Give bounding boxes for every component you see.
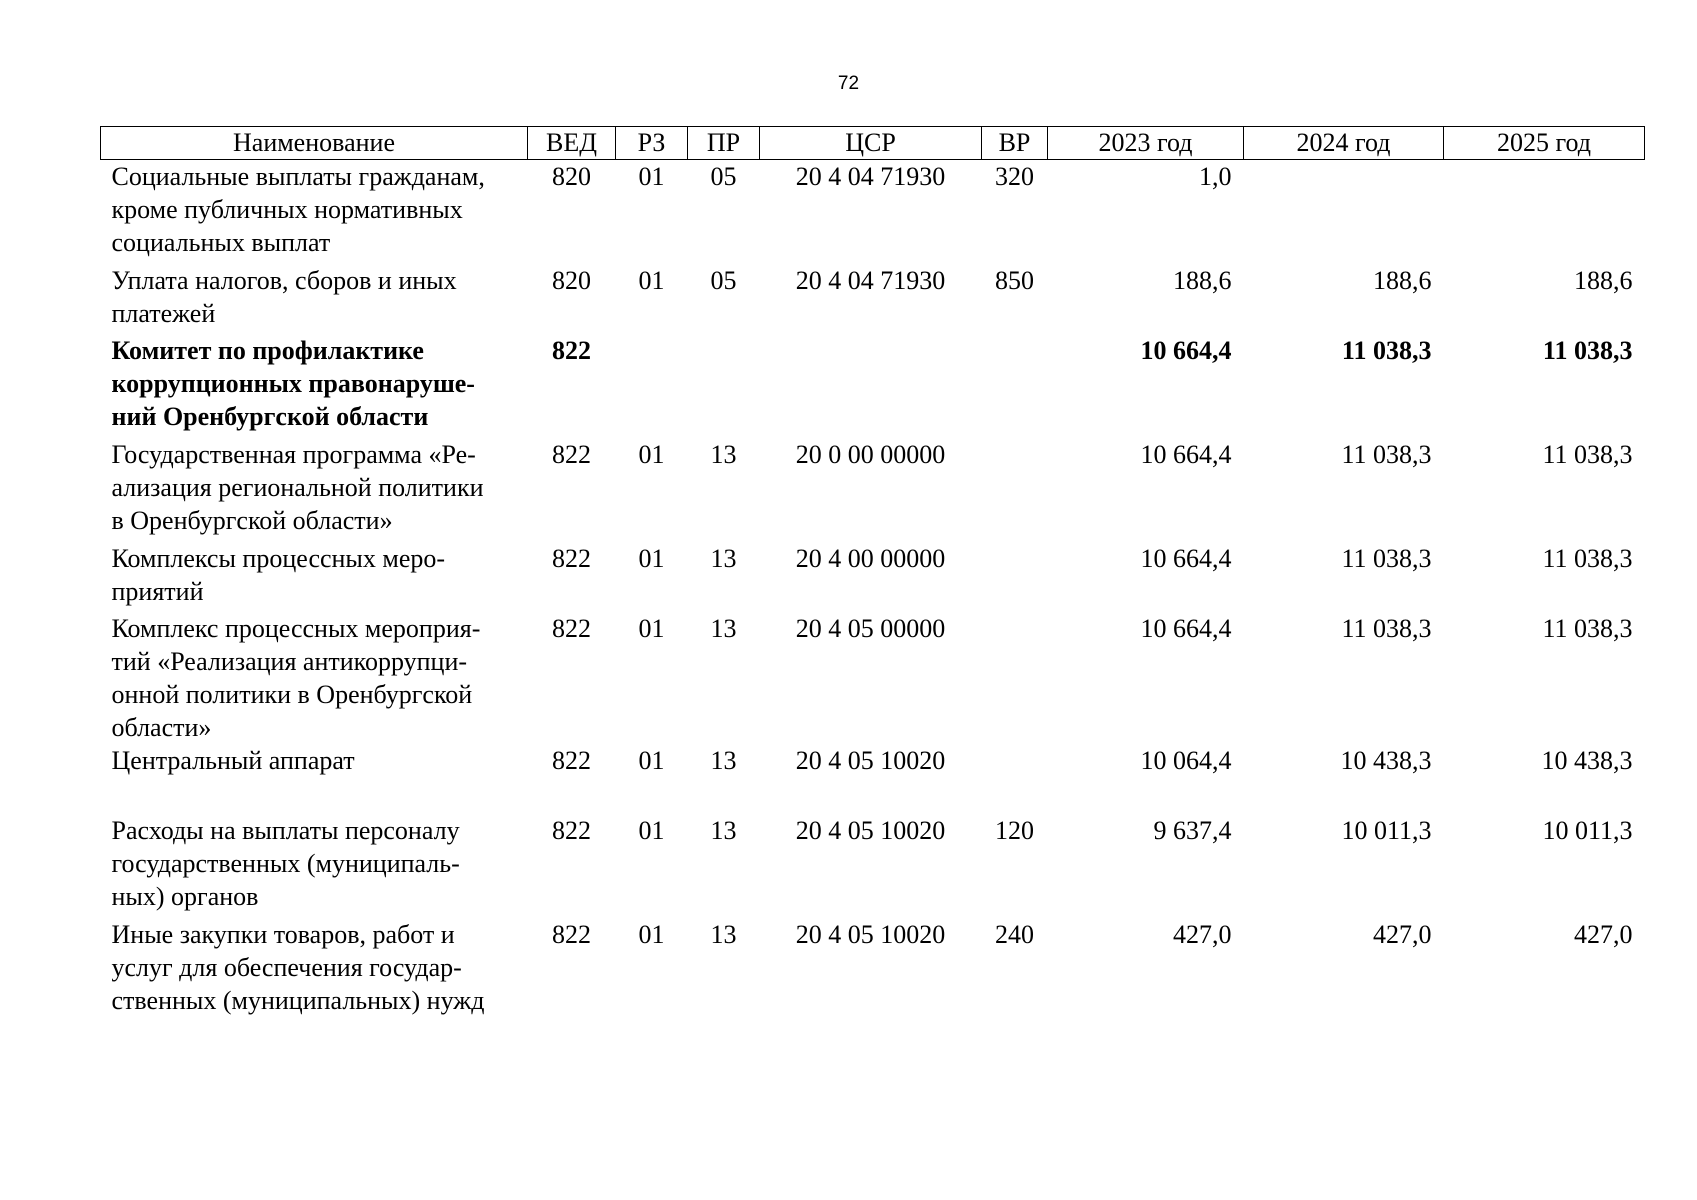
cell-rz: 01 xyxy=(638,544,665,573)
cell-name xyxy=(101,814,528,918)
cell-name-line: ственных (муниципальных) нужд xyxy=(111,986,485,1015)
cell-name xyxy=(101,744,528,814)
cell-y2025: 10 011,3 xyxy=(1542,816,1633,845)
cell-csr: 20 4 05 10020 xyxy=(795,920,946,949)
cell-name xyxy=(101,438,528,542)
cell-y2024: 11 038,3 xyxy=(1341,614,1432,643)
cell-csr: 20 4 05 10020 xyxy=(795,746,946,775)
cell-rz: 01 xyxy=(638,162,665,191)
cell-pr: 05 xyxy=(710,162,737,191)
header-2025: 2025 год xyxy=(1444,127,1645,160)
cell-csr: 20 4 00 00000 xyxy=(795,544,946,573)
cell-vr: 120 xyxy=(995,816,1034,845)
cell-pr: 05 xyxy=(710,266,737,295)
cell-rz: 01 xyxy=(638,266,665,295)
cell-ved: 822 xyxy=(552,920,591,949)
table-row xyxy=(101,918,1645,1028)
table-row xyxy=(101,264,1645,334)
cell-name xyxy=(101,918,528,1028)
cell-vr xyxy=(982,744,1048,814)
cell-y2023: 10 664,4 xyxy=(1140,440,1232,469)
cell-y2023: 10 064,4 xyxy=(1140,746,1232,775)
cell-pr: 13 xyxy=(710,614,737,643)
table-row xyxy=(101,814,1645,918)
header-vr: ВР xyxy=(982,127,1048,160)
cell-pr: 13 xyxy=(710,920,737,949)
cell-name-line: в Оренбургской области» xyxy=(111,506,393,535)
cell-csr: 20 4 04 71930 xyxy=(795,162,946,191)
cell-y2025 xyxy=(1444,160,1645,265)
cell-y2024: 10 011,3 xyxy=(1341,816,1432,845)
cell-ved: 822 xyxy=(552,746,591,775)
cell-name-line: Комитет по профилактике xyxy=(111,336,424,365)
cell-y2025: 188,6 xyxy=(1574,266,1633,295)
cell-rz: 01 xyxy=(638,920,665,949)
page-number: 72 xyxy=(837,73,860,94)
cell-y2023: 10 664,4 xyxy=(1140,544,1232,573)
cell-name-line: онной политики в Оренбургской xyxy=(111,680,473,709)
cell-name-line: Расходы на выплаты персоналу xyxy=(111,816,460,845)
cell-vr: 320 xyxy=(995,162,1034,191)
header-csr: ЦСР xyxy=(760,127,982,160)
cell-csr: 20 4 05 10020 xyxy=(795,816,946,845)
table-header xyxy=(101,127,1645,160)
cell-y2025: 11 038,3 xyxy=(1542,614,1633,643)
header-pr: ПР xyxy=(688,127,760,160)
table-row xyxy=(101,612,1645,744)
cell-y2024: 10 438,3 xyxy=(1340,746,1432,775)
cell-name-line: услуг для обеспечения государ- xyxy=(111,953,462,982)
cell-vr xyxy=(982,612,1048,744)
cell-y2024: 11 038,3 xyxy=(1341,544,1432,573)
cell-y2024: 11 038,3 xyxy=(1341,336,1432,365)
table-row xyxy=(101,438,1645,542)
cell-pr: 13 xyxy=(710,544,737,573)
cell-ved: 820 xyxy=(552,266,591,295)
cell-rz: 01 xyxy=(638,614,665,643)
cell-y2025: 11 038,3 xyxy=(1542,440,1633,469)
cell-name-line: Социальные выплаты гражданам, xyxy=(111,162,485,191)
header-rz: РЗ xyxy=(616,127,688,160)
cell-name-line: Центральный аппарат xyxy=(111,746,355,775)
cell-ved: 822 xyxy=(552,816,591,845)
cell-rz: 01 xyxy=(638,816,665,845)
cell-name-line: ных) органов xyxy=(111,882,259,911)
cell-vr xyxy=(982,334,1048,438)
cell-name xyxy=(101,264,528,334)
cell-ved: 822 xyxy=(552,440,591,469)
cell-name-line: кроме публичных нормативных xyxy=(111,195,463,224)
header-2023: 2023 год xyxy=(1048,127,1244,160)
cell-name-line: Комплексы процессных меро- xyxy=(111,544,446,573)
cell-vr xyxy=(982,438,1048,542)
cell-y2023: 9 637,4 xyxy=(1153,816,1232,845)
cell-y2025: 11 038,3 xyxy=(1542,544,1633,573)
cell-name xyxy=(101,160,528,265)
cell-name xyxy=(101,542,528,612)
cell-name-line: приятий xyxy=(111,577,204,606)
header-2024: 2024 год xyxy=(1244,127,1444,160)
cell-name-line: Государственная программа «Ре- xyxy=(111,440,476,469)
cell-name-line: коррупционных правонаруше- xyxy=(111,369,475,398)
cell-rz: 01 xyxy=(638,440,665,469)
cell-y2024: 188,6 xyxy=(1373,266,1432,295)
cell-y2024: 11 038,3 xyxy=(1341,440,1432,469)
cell-name xyxy=(101,612,528,744)
cell-name-line: ний Оренбургской области xyxy=(111,402,429,431)
header-ved: ВЕД xyxy=(528,127,616,160)
table-row xyxy=(101,542,1645,612)
cell-y2023: 10 664,4 xyxy=(1140,614,1232,643)
cell-y2025: 427,0 xyxy=(1574,920,1633,949)
cell-pr: 13 xyxy=(710,440,737,469)
cell-name-line: тий «Реализация антикоррупци- xyxy=(111,647,468,676)
cell-rz: 01 xyxy=(638,746,665,775)
cell-y2025: 10 438,3 xyxy=(1541,746,1633,775)
cell-name-line: Уплата налогов, сборов и иных xyxy=(111,266,457,295)
cell-pr: 13 xyxy=(710,746,737,775)
cell-csr: 20 4 04 71930 xyxy=(795,266,946,295)
budget-table xyxy=(100,126,1645,1028)
header-row xyxy=(101,127,1645,160)
cell-vr xyxy=(982,542,1048,612)
cell-csr xyxy=(760,334,982,438)
table-row xyxy=(101,334,1645,438)
cell-ved: 820 xyxy=(552,162,591,191)
cell-ved: 822 xyxy=(552,614,591,643)
cell-pr xyxy=(688,334,760,438)
cell-y2024 xyxy=(1244,160,1444,265)
cell-name-line: социальных выплат xyxy=(111,228,331,257)
cell-pr: 13 xyxy=(710,816,737,845)
cell-y2024: 427,0 xyxy=(1373,920,1432,949)
cell-y2025: 11 038,3 xyxy=(1542,336,1633,365)
table-row xyxy=(101,160,1645,265)
cell-name-line: области» xyxy=(111,713,212,742)
cell-y2023: 427,0 xyxy=(1173,920,1232,949)
table-body xyxy=(101,160,1645,1029)
cell-rz xyxy=(616,334,688,438)
cell-y2023: 188,6 xyxy=(1173,266,1232,295)
cell-name-line: Комплекс процессных мероприя- xyxy=(111,614,481,643)
table-row xyxy=(101,744,1645,814)
cell-y2023: 10 664,4 xyxy=(1140,336,1232,365)
cell-name-line: государственных (муниципаль- xyxy=(111,849,460,878)
cell-csr: 20 4 05 00000 xyxy=(795,614,946,643)
cell-name-line: платежей xyxy=(111,299,216,328)
cell-name xyxy=(101,334,528,438)
cell-csr: 20 0 00 00000 xyxy=(795,440,946,469)
cell-vr: 850 xyxy=(995,266,1034,295)
cell-name-line: ализация региональной политики xyxy=(111,473,484,502)
cell-y2023: 1,0 xyxy=(1199,162,1232,191)
header-name: Наименование xyxy=(101,127,528,160)
cell-vr: 240 xyxy=(995,920,1034,949)
cell-name-line: Иные закупки товаров, работ и xyxy=(111,920,455,949)
cell-ved: 822 xyxy=(552,336,591,365)
cell-ved: 822 xyxy=(552,544,591,573)
